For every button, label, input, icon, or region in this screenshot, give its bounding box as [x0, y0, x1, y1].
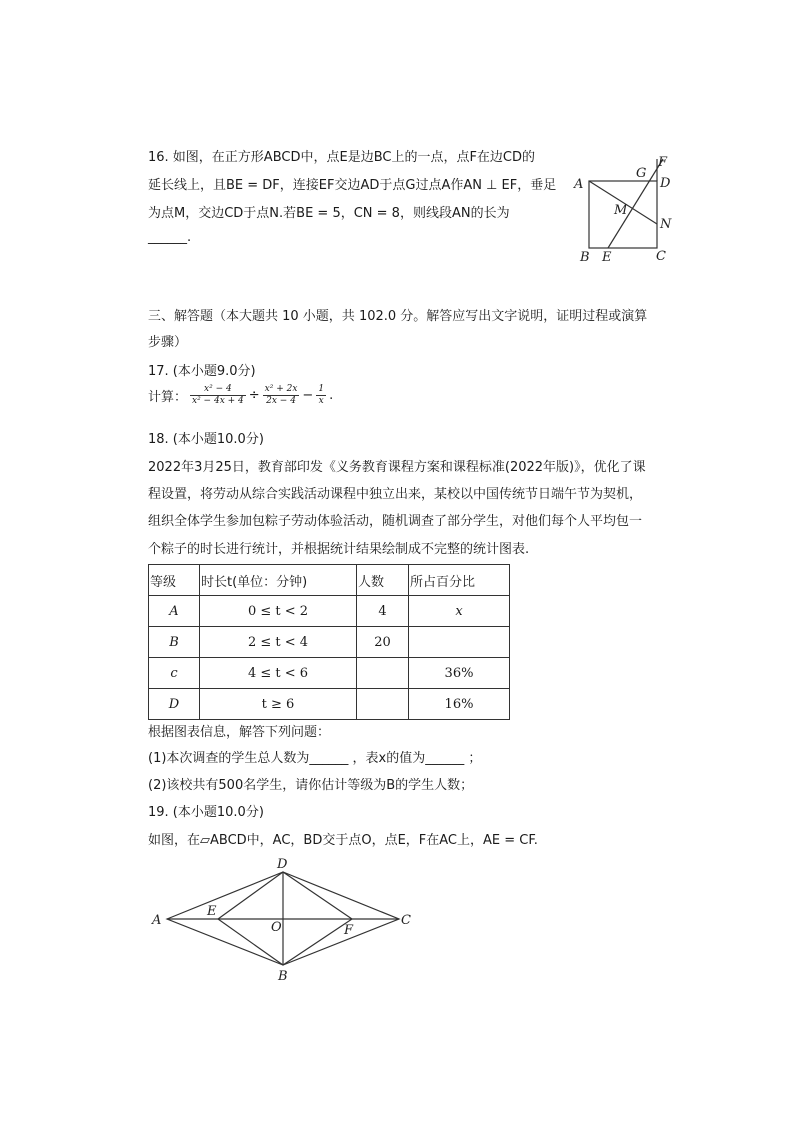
- cell-grade: c: [149, 658, 200, 689]
- q18-sub-question-2: (2)该校共有500名学生，请你估计等级为B的学生人数；: [148, 778, 474, 793]
- table-row: [149, 596, 510, 627]
- q16-line-2: 延长线上，且BE = DF，连接EF交边AD于点G过点A作AN ⊥ EF，垂足: [148, 178, 557, 193]
- section-3-heading-cont: 步骤）: [148, 335, 188, 350]
- q17-frac1-numerator: x² − 4: [190, 384, 246, 396]
- header-count: 人数: [357, 565, 409, 596]
- q17-frac1-denominator: x² − 4x + 4: [192, 396, 244, 406]
- q18-statistics-table: [148, 564, 510, 720]
- label-f: F: [658, 155, 668, 170]
- label-o: O: [271, 920, 282, 935]
- q17-minus: −: [302, 388, 314, 403]
- q17-expression: [148, 384, 333, 407]
- q17-fraction-3: [316, 384, 326, 407]
- q16-square-figure: [568, 150, 678, 268]
- table-header-row: [149, 565, 510, 596]
- label-a: A: [574, 177, 584, 192]
- q17-fraction-2: [263, 384, 300, 407]
- q17-prefix: 计算：: [148, 390, 188, 405]
- q17-divide: ÷: [248, 388, 260, 403]
- q17-header: 17. (本小题9.0分): [148, 364, 256, 379]
- q18-paragraph-2: 程设置，将劳动从综合实践活动课程中独立出来，某校以中国传统节日端午节为契机，: [148, 487, 643, 502]
- label-d: D: [660, 176, 671, 191]
- label-e: E: [207, 904, 217, 919]
- cell-percentage: 36%: [409, 658, 510, 689]
- q17-period: .: [329, 388, 334, 403]
- cell-count: [357, 658, 409, 689]
- cell-duration: 0 ≤ t < 2: [200, 596, 357, 627]
- cell-grade: D: [149, 689, 200, 720]
- cell-duration: t ≥ 6: [200, 689, 357, 720]
- q18-instructions: 根据图表信息，解答下列问题：: [148, 725, 331, 740]
- q16-answer-blank: ______.: [148, 230, 192, 245]
- cell-grade: A: [149, 596, 200, 627]
- cell-count: [357, 689, 409, 720]
- label-n: N: [660, 217, 672, 232]
- label-c: C: [401, 913, 411, 928]
- header-duration: 时长t(单位：分钟): [200, 565, 357, 596]
- q18-paragraph-4: 个粽子的时长进行统计，并根据统计结果绘制成不完整的统计图表.: [148, 542, 530, 557]
- cell-percentage: [409, 627, 510, 658]
- label-a: A: [152, 913, 162, 928]
- cell-grade: B: [149, 627, 200, 658]
- cell-percentage: x: [409, 596, 510, 627]
- label-e: E: [602, 250, 612, 265]
- header-percentage: 所占百分比: [409, 565, 510, 596]
- q16-line-3: 为点M，交边CD于点N.若BE = 5，CN = 8，则线段AN的长为: [148, 206, 510, 221]
- q17-fraction-1: [190, 384, 246, 407]
- header-grade: 等级: [149, 565, 200, 596]
- label-m: M: [614, 203, 628, 218]
- table-row: [149, 658, 510, 689]
- q17-frac3-denominator: x: [318, 396, 324, 406]
- section-3-heading: 三、解答题（本大题共 10 小题，共 102.0 分。解答应写出文字说明，证明过程或演算: [148, 309, 648, 324]
- cell-duration: 4 ≤ t < 6: [200, 658, 357, 689]
- q19-parallelogram-figure: [145, 852, 425, 992]
- q18-header: 18. (本小题10.0分): [148, 432, 264, 447]
- label-d: D: [277, 857, 288, 872]
- q16-line-1: 16. 如图，在正方形ABCD中，点E是边BC上的一点，点F在边CD的: [148, 150, 536, 165]
- q18-paragraph-3: 组织全体学生参加包粽子劳动体验活动，随机调查了部分学生，对他们每个人平均包一: [148, 514, 643, 529]
- label-b: B: [580, 250, 590, 265]
- q17-frac2-denominator: 2x − 4: [266, 396, 296, 406]
- label-c: C: [656, 249, 666, 264]
- label-g: G: [636, 166, 647, 181]
- q19-header: 19. (本小题10.0分): [148, 805, 264, 820]
- table-row: [149, 689, 510, 720]
- label-b: B: [278, 969, 288, 984]
- q18-paragraph-1: 2022年3月25日，教育部印发《义务教育课程方案和课程标准(2022年版)》，优化了课: [148, 460, 646, 475]
- cell-count: 4: [357, 596, 409, 627]
- q18-sub-question-1: (1)本次调查的学生总人数为______ ，表x的值为______ ；: [148, 751, 482, 766]
- cell-percentage: 16%: [409, 689, 510, 720]
- table-row: [149, 627, 510, 658]
- cell-count: 20: [357, 627, 409, 658]
- q19-statement: 如图，在▱ABCD中，AC，BD交于点O，点E，F在AC上，AE = CF.: [148, 833, 538, 848]
- q17-frac2-numerator: x² + 2x: [264, 384, 298, 394]
- cell-duration: 2 ≤ t < 4: [200, 627, 357, 658]
- label-f: F: [344, 923, 354, 938]
- q17-frac3-numerator: 1: [318, 384, 325, 394]
